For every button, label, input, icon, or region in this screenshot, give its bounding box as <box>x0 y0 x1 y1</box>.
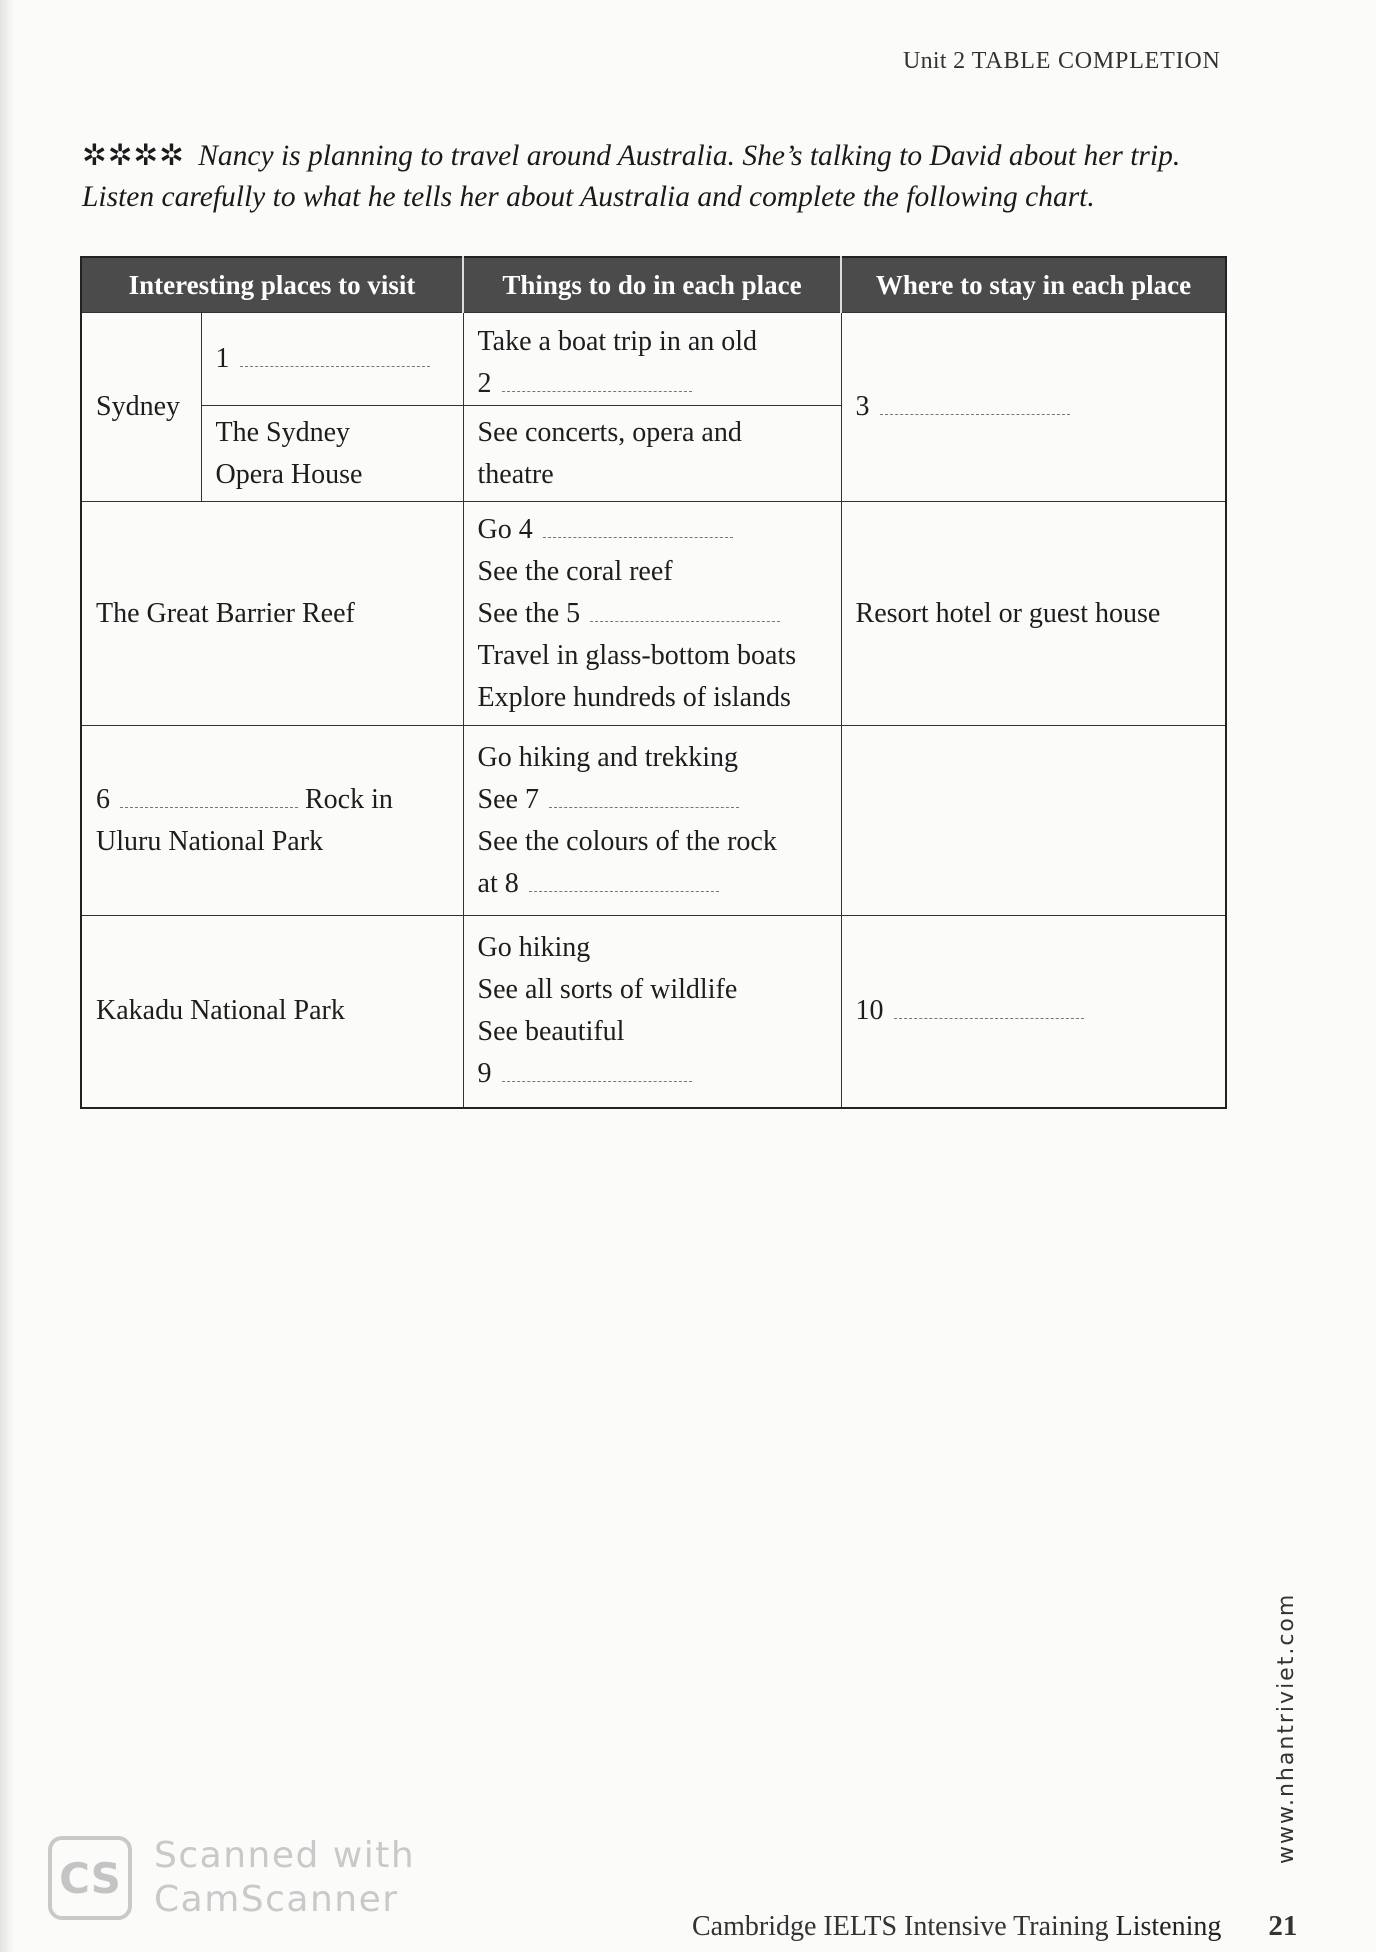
cell-sydney-sub1 <box>201 313 463 406</box>
cell-reef <box>81 502 463 726</box>
text-line: See 7 <box>477 783 539 815</box>
place-sydney: Sydney <box>96 391 180 422</box>
blank-number: 9 <box>477 1058 492 1090</box>
text-line: at 8 <box>477 867 519 899</box>
header-stay: Where to stay in each place <box>841 257 1226 313</box>
difficulty-stars: ✲✲✲✲ <box>82 140 185 172</box>
answer-blank-9[interactable] <box>502 1057 692 1082</box>
instructions <box>82 136 1227 218</box>
text-line: See the 5 <box>477 597 581 629</box>
camscanner-label <box>154 1834 415 1922</box>
text-line: Rock in <box>305 783 393 815</box>
cell-kakadu-stay <box>841 916 1226 1108</box>
section-label: TABLE COMPLETION <box>971 48 1221 74</box>
answer-blank-6[interactable] <box>120 783 298 808</box>
text-line: See concerts, opera and <box>477 416 742 448</box>
text-line: See the colours of the rock <box>477 825 777 857</box>
text-line: Go 4 <box>477 513 533 545</box>
cell-reef-things <box>463 502 841 726</box>
text-line: theatre <box>477 458 554 490</box>
camscanner-line1: Scanned with <box>154 1835 416 1876</box>
text-line: The Sydney <box>215 416 351 448</box>
text-line: See the coral reef <box>477 555 673 587</box>
header-places: Interesting places to visit <box>81 257 463 313</box>
text-line: Travel in glass-bottom boats <box>477 639 797 671</box>
instructions-text: Nancy is planning to travel around Australia. She’s talking to David about her trip. Listen carefully to what he tells her about Australia and complete the following chart. <box>82 140 1181 213</box>
text-line: Opera House <box>215 458 363 490</box>
camscanner-logo-icon: CS <box>48 1836 132 1920</box>
cell-uluru-stay <box>841 726 1226 916</box>
blank-number: 1 <box>215 343 230 374</box>
cell-sydney-sub2 <box>201 406 463 502</box>
answer-blank-7[interactable] <box>549 783 739 808</box>
cell-sydney-things2 <box>463 406 841 502</box>
cell-sydney-things1 <box>463 313 841 406</box>
stay-reef: Resort hotel or guest house <box>855 597 1161 629</box>
page-footer <box>692 1910 1297 1943</box>
answer-blank-1[interactable] <box>240 342 430 367</box>
book-title: Cambridge IELTS Intensive Training <box>692 1911 1109 1942</box>
answer-blank-3[interactable] <box>880 390 1070 415</box>
table-row-sydney-1 <box>81 313 1226 406</box>
page-number: 21 <box>1268 1910 1298 1942</box>
answer-blank-5[interactable] <box>590 597 780 622</box>
table-row-reef <box>81 502 1226 726</box>
table-row-kakadu <box>81 916 1226 1108</box>
blank-number: 6 <box>96 783 110 815</box>
text-line: See all sorts of wildlife <box>477 974 738 1006</box>
cell-sydney-stay <box>841 313 1226 502</box>
cell-sydney <box>81 313 201 502</box>
place-kakadu: Kakadu National Park <box>96 995 345 1027</box>
blank-number: 10 <box>855 995 884 1027</box>
text-line: Uluru National Park <box>96 825 324 857</box>
cell-uluru-things <box>463 726 841 916</box>
text-line: Go hiking and trekking <box>477 741 739 773</box>
cell-kakadu <box>81 916 463 1108</box>
unit-label: Unit 2 <box>903 48 966 74</box>
text-line: Go hiking <box>477 932 591 964</box>
blank-number: 3 <box>855 391 870 422</box>
page-edge-shadow <box>0 0 14 1952</box>
header-things: Things to do in each place <box>463 257 841 313</box>
answer-blank-8[interactable] <box>529 867 719 892</box>
place-reef: The Great Barrier Reef <box>96 597 355 629</box>
answer-blank-2[interactable] <box>502 367 692 392</box>
book-subject: Listening <box>1115 1911 1222 1942</box>
text-line: Take a boat trip in an old <box>477 326 758 357</box>
table-header-row <box>81 257 1226 313</box>
cell-reef-stay <box>841 502 1226 726</box>
unit-header <box>903 48 1223 75</box>
table-row-uluru <box>81 726 1226 916</box>
cell-kakadu-things <box>463 916 841 1108</box>
answer-blank-4[interactable] <box>543 513 733 538</box>
answer-blank-10[interactable] <box>894 994 1084 1019</box>
camscanner-line2: CamScanner <box>154 1879 399 1920</box>
cell-uluru <box>81 726 463 916</box>
blank-number: 2 <box>477 368 492 399</box>
completion-table <box>80 256 1227 1109</box>
text-line: See beautiful <box>477 1016 625 1048</box>
website-watermark: www.nhantriviet.com <box>1274 1592 1299 1864</box>
text-line: Explore hundreds of islands <box>477 681 791 713</box>
